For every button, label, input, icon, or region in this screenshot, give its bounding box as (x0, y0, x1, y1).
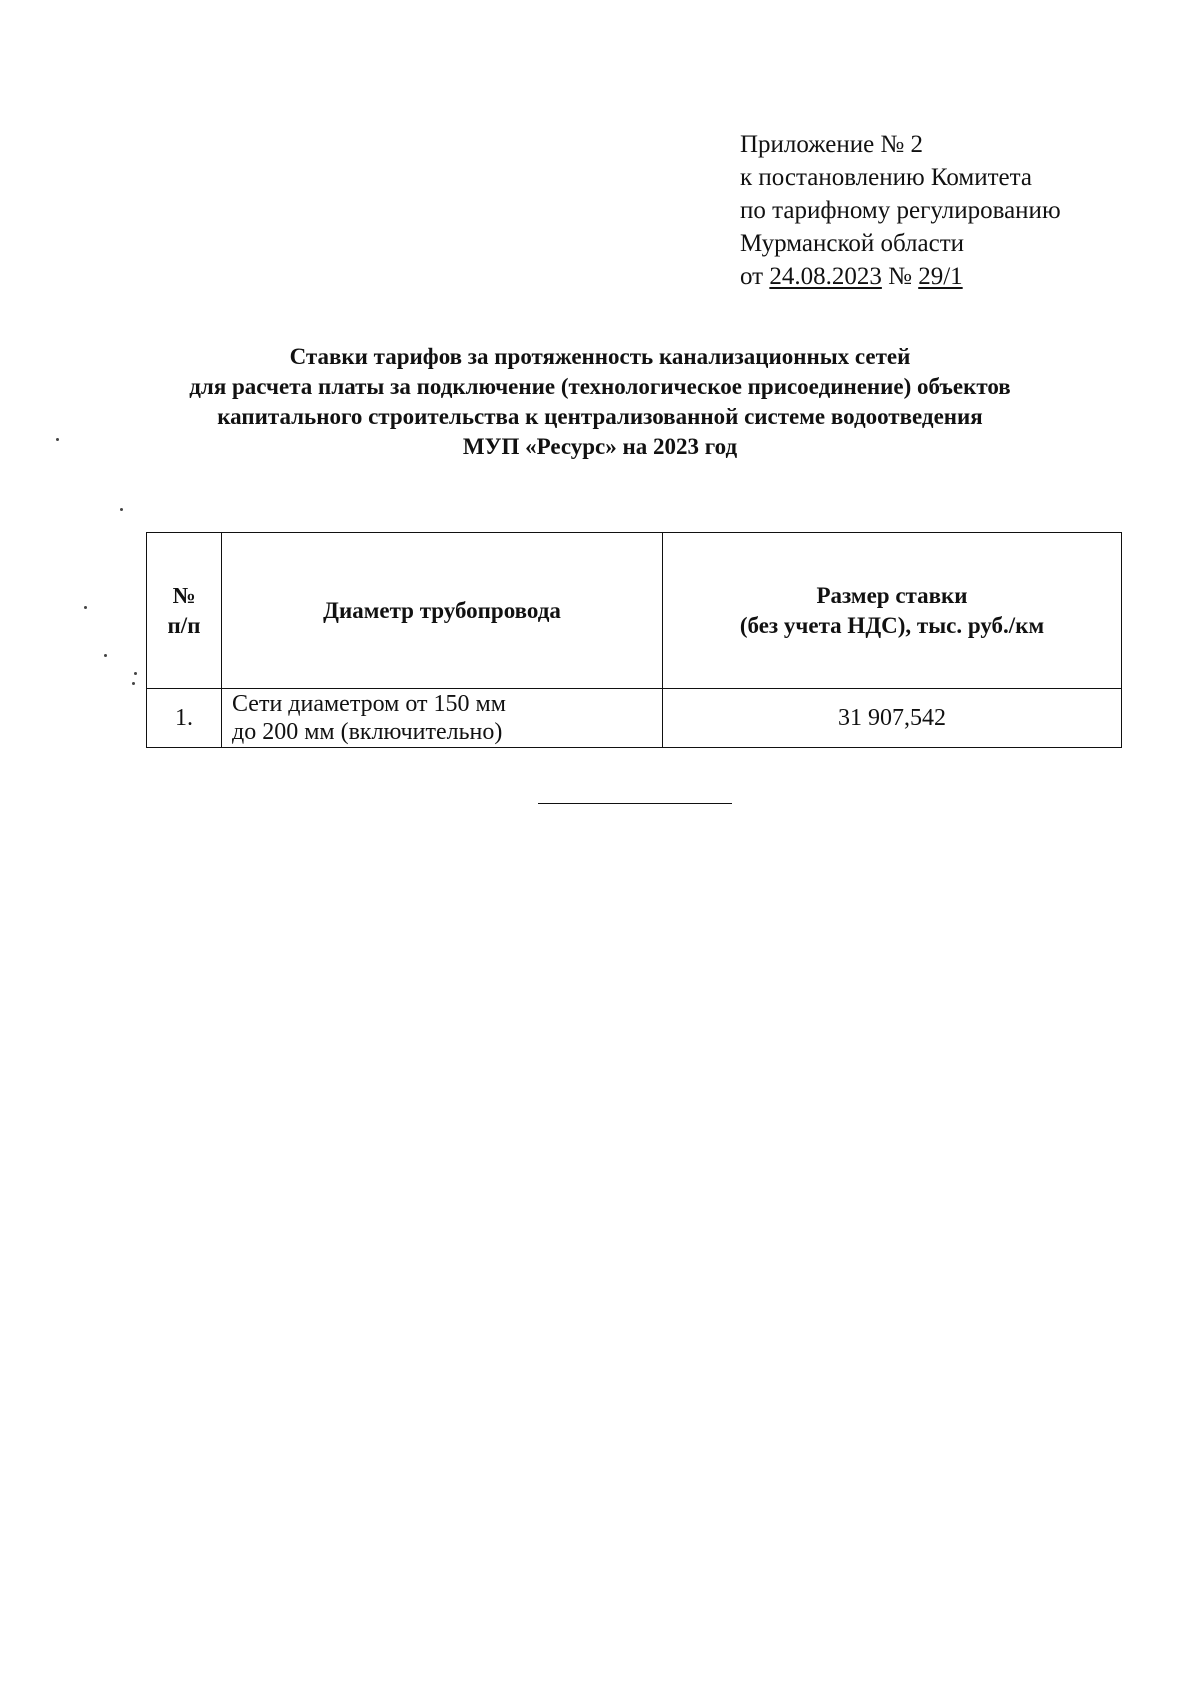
scan-speck (132, 682, 135, 685)
resolution-date: 24.08.2023 (769, 263, 882, 290)
row-description-line-1: Сети диаметром от 150 мм (232, 691, 506, 717)
row-number: 1. (147, 689, 222, 748)
appendix-date-line (740, 260, 1061, 293)
appendix-line-region: Мурманской области (740, 230, 965, 257)
end-separator-line (538, 803, 732, 804)
scan-speck (56, 438, 59, 441)
table-header-row (147, 533, 1122, 689)
table-row (147, 689, 1122, 748)
appendix-line-resolution: к постановлению Комитета (740, 164, 1032, 191)
appendix-title: Приложение № 2 (740, 131, 924, 158)
scan-speck (104, 654, 107, 657)
title-line-4: МУП «Ресурс» на 2023 год (462, 434, 738, 459)
appendix-line-regulation: по тарифному регулированию (740, 197, 1061, 224)
date-prefix: от (740, 263, 764, 290)
header-rate (663, 533, 1122, 689)
resolution-number: 29/1 (918, 263, 963, 290)
appendix-block (740, 128, 1061, 293)
scan-speck (120, 508, 123, 511)
number-sign: № (888, 263, 912, 290)
title-line-1: Ставки тарифов за протяженность канализационных сетей (289, 344, 911, 369)
row-description (222, 689, 663, 748)
scan-speck (134, 672, 137, 675)
header-number-sign: № (172, 582, 196, 608)
title-line-3: капитального строительства к централизованной системе водоотведения (217, 404, 983, 429)
document-title (100, 342, 1100, 462)
header-rate-line-1: Размер ставки (816, 582, 968, 608)
header-rate-line-2: (без учета НДС), тыс. руб./км (739, 612, 1045, 638)
rates-table (146, 532, 1122, 748)
row-rate-value: 31 907,542 (663, 689, 1122, 748)
scan-speck (84, 606, 87, 609)
title-line-2: для расчета платы за подключение (технологическое присоединение) объектов (189, 374, 1011, 399)
header-diameter: Диаметр трубопровода (222, 533, 663, 689)
header-number (147, 533, 222, 689)
header-number-pp: п/п (167, 612, 201, 638)
row-description-line-2: до 200 мм (включительно) (232, 719, 503, 745)
